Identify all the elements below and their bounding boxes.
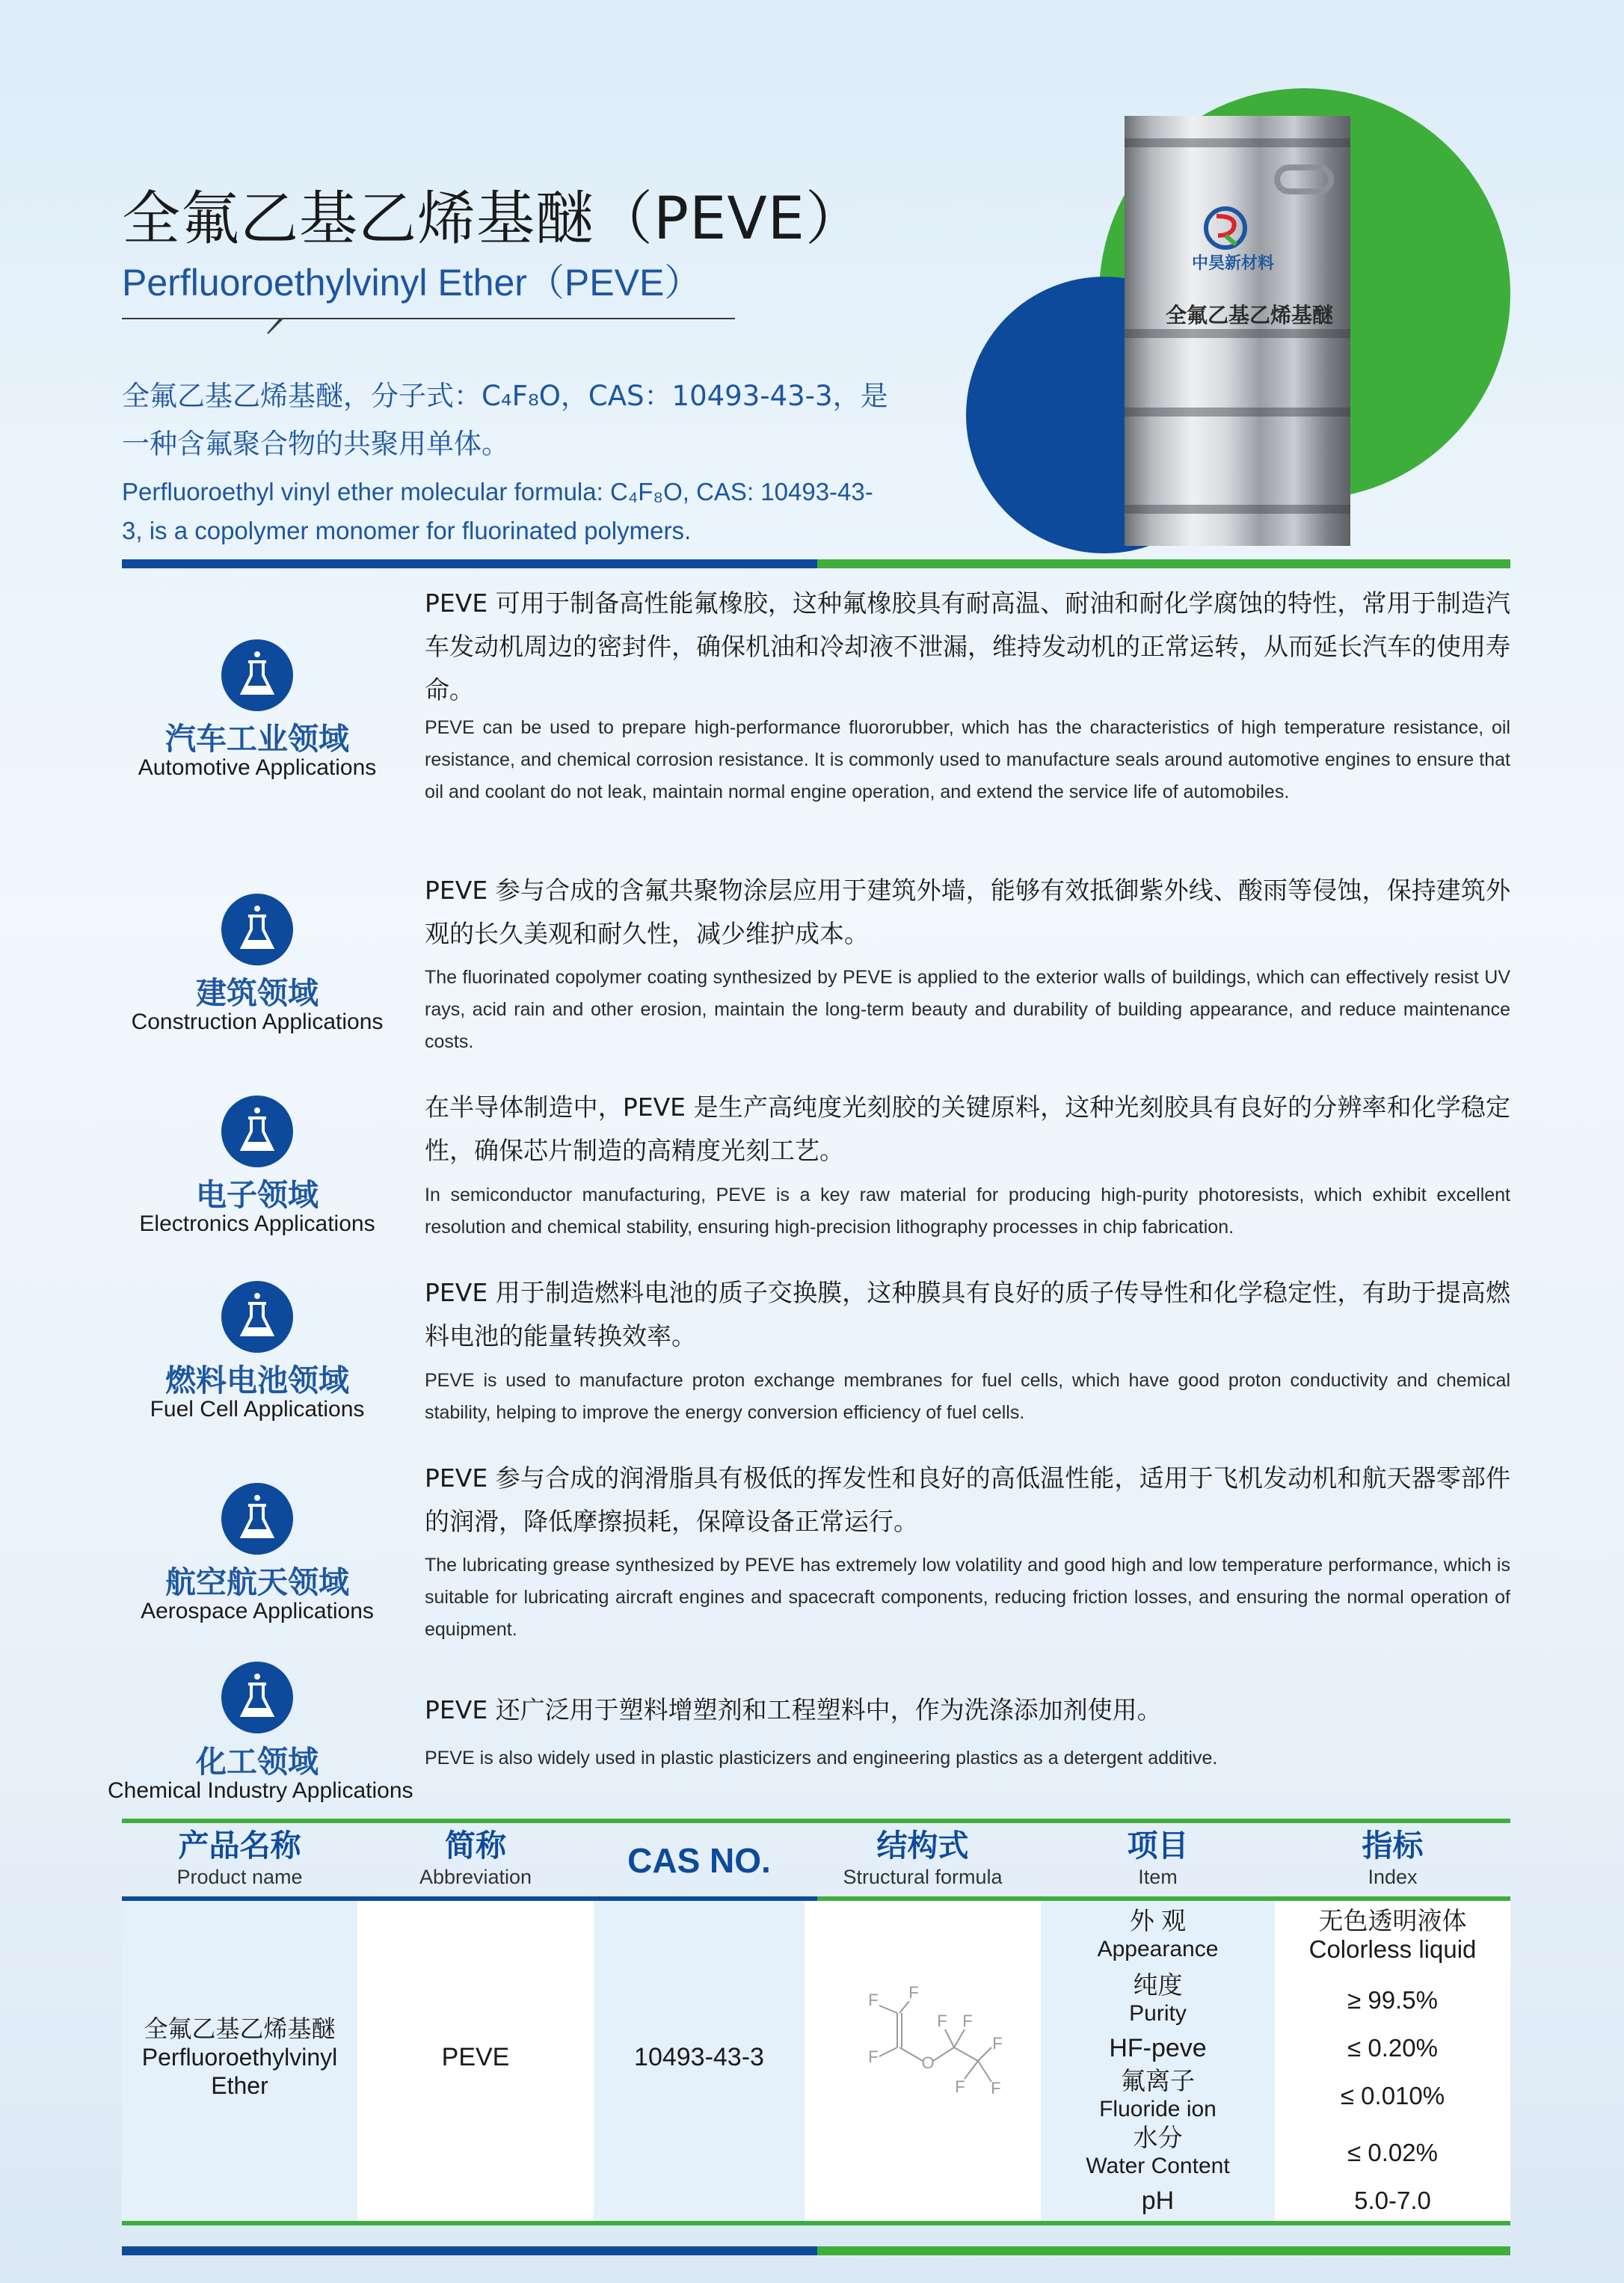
header-index: 指标 Index xyxy=(1362,1828,1424,1888)
divider-green xyxy=(817,559,1510,568)
formula-atom-f: F xyxy=(962,2012,973,2030)
table-bottom-rule xyxy=(122,2221,1510,2225)
application-description-en: The lubricating grease synthesized by PEVE has extremely low volatility and good high and low temperature performance, which is suitable for lubricating aircraft engines and spacecraft components, reducing friction losses, and ensuring the normal operation of equipment. xyxy=(425,1555,1510,1640)
page-title: 全氟乙基乙烯基醚（PEVE） xyxy=(122,185,864,253)
cas-cell: 10493-43-3 xyxy=(594,1901,805,2221)
application-title-cn: 航空航天领域 xyxy=(165,1564,349,1600)
formula-atom-f: F xyxy=(908,1983,919,2002)
header-abbreviation: 简称 Abbreviation xyxy=(419,1828,532,1888)
abbreviation-cell: PEVE xyxy=(357,1901,594,2221)
application-title-en: Aerospace Applications xyxy=(141,1599,374,1623)
application-description-cn: PEVE 参与合成的润滑脂具有极低的挥发性和良好的高低温性能，适用于飞机发动机和航天器零部件的润滑，降低摩擦损耗，保障设备正常运行。 xyxy=(425,1463,1510,1536)
flask-icon xyxy=(221,1281,293,1353)
flask-icon xyxy=(221,1483,293,1555)
application-description-en: PEVE can be used to prepare high-performance fluororubber, which has the characteristics of high temperature resistance, oil resistance, and chemical corrosion resistance. It is commonly used to manufacture seals around automotive engines to ensure that oil and coolant do not leak, maintain normal engine operation, and extend the service life of automobiles. xyxy=(425,717,1510,802)
structural-formula-cell xyxy=(805,1901,1041,2221)
application-description-en: PEVE is used to manufacture proton exchange membranes for fuel cells, which have good proton conductivity and chemical stability, helping to improve the energy conversion efficiency of fuel cells. xyxy=(425,1370,1510,1423)
header-cas-no: CAS NO. xyxy=(627,1841,771,1880)
application-title-cn: 电子领域 xyxy=(196,1177,319,1213)
item-appearance: 外 观 Appearance xyxy=(1097,1907,1219,1961)
header-product-name: 产品名称 Product name xyxy=(176,1828,303,1888)
index-fluoride-ion: ≤ 0.010% xyxy=(1340,2082,1445,2110)
item-purity: 纯度 Purity xyxy=(1129,1971,1187,2026)
formula-atom-f: F xyxy=(992,2034,1003,2053)
application-description-cn: PEVE 参与合成的含氟共聚物涂层应用于建筑外墙，能够有效抵御紫外线、酸雨等侵蚀，保持建筑外观的长久美观和耐久性，减少维护成本。 xyxy=(425,876,1510,948)
item-ph: pH xyxy=(1141,2187,1175,2215)
application-description-cn: PEVE 可用于制备高性能氟橡胶，这种氟橡胶具有耐高温、耐油和耐化学腐蚀的特性，常用于制造汽车发动机周边的密封件，确保机油和冷却液不泄漏，维持发动机的正常运转，从而延长汽车的使用寿命。 xyxy=(425,589,1510,704)
application-title-cn: 化工领域 xyxy=(196,1744,319,1780)
drum-logo-text: 中昊新材料 xyxy=(1192,254,1275,273)
company-logo-icon xyxy=(1203,206,1248,251)
item-water-content: 水分 Water Content xyxy=(1086,2124,1230,2178)
index-appearance: 无色透明液体 Colorless liquid xyxy=(1308,1907,1477,1963)
application-description-cn: PEVE 还广泛用于塑料增塑剂和工程塑料中，作为洗涤添加剂使用。 xyxy=(425,1695,1162,1724)
flask-icon xyxy=(221,1096,293,1167)
application-title-en: Fuel Cell Applications xyxy=(150,1397,365,1422)
divider-blue xyxy=(122,559,817,568)
application-description-en: The fluorinated copolymer coating synthesized by PEVE is applied to the exterior walls of buildings, which can effectively resist UV rays, acid rain and other erosion, maintain the long-term beauty and durability of building appearance, and reduce maintenance costs. xyxy=(425,967,1510,1052)
index-water-content: ≤ 0.02% xyxy=(1347,2139,1438,2166)
application-description-en: In semiconductor manufacturing, PEVE is a key raw material for producing high-purity photoresists, which exhibit excellent resolution and chemical stability, ensuring high-precision lithography processes in chip fabrication. xyxy=(425,1184,1510,1238)
application-description-cn: 在半导体制造中，PEVE 是生产高纯度光刻胶的关键原料，这种光刻胶具有良好的分辨率和化学稳定性，确保芯片制造的高精度光刻工艺。 xyxy=(425,1093,1510,1165)
header-item: 项目 Item xyxy=(1127,1828,1189,1888)
footer-bar-blue xyxy=(122,2246,817,2255)
application-title-en: Chemical Industry Applications xyxy=(108,1778,413,1803)
title-divider xyxy=(122,307,735,337)
application-title-cn: 建筑领域 xyxy=(196,975,319,1011)
page-subtitle: Perfluoroethylvinyl Ether（PEVE） xyxy=(122,262,702,304)
index-hf-peve: ≤ 0.20% xyxy=(1347,2034,1438,2062)
product-name-cell: 全氟乙基乙烯基醚 Perfluoroethylvinyl Ether xyxy=(122,1901,357,2221)
intro-cn: 全氟乙基乙烯基醚，分子式：C₄F₈O，CAS：10493-43-3，是 一种含氟聚合物的共聚用单体。 xyxy=(122,380,888,460)
application-title-en: Automotive Applications xyxy=(138,755,377,780)
flask-icon xyxy=(221,639,293,711)
intro-en: Perfluoroethyl vinyl ether molecular formula: C₄F₈O, CAS: 10493-43- 3, is a copolymer monomer for fluorinated polymers. xyxy=(122,478,873,544)
application-description-en: PEVE is also widely used in plastic plasticizers and engineering plastics as a detergent additive. xyxy=(425,1748,1218,1769)
formula-atom-f: F xyxy=(955,2077,965,2096)
formula-atom-f: F xyxy=(868,2047,879,2066)
flask-icon xyxy=(221,894,293,965)
application-title-cn: 汽车工业领域 xyxy=(165,721,349,757)
flask-icon xyxy=(221,1662,293,1733)
formula-atom-o: O xyxy=(921,2053,935,2072)
drum-label: 全氟乙基乙烯基醚 xyxy=(1166,303,1334,328)
header-structural-formula: 结构式 Structural formula xyxy=(843,1828,1003,1888)
table-top-rule xyxy=(122,1819,1510,1823)
index-ph: 5.0-7.0 xyxy=(1354,2187,1431,2214)
application-title-en: Construction Applications xyxy=(131,1010,384,1034)
item-hf-peve: HF-peve xyxy=(1109,2034,1207,2062)
product-drum-image xyxy=(1125,116,1350,546)
formula-atom-f: F xyxy=(937,2012,947,2030)
item-fluoride-ion: 氟离子 Fluoride ion xyxy=(1099,2067,1217,2121)
index-purity: ≥ 99.5% xyxy=(1347,1986,1438,2014)
footer-bar-green xyxy=(817,2246,1510,2255)
formula-atom-f: F xyxy=(868,1991,879,2009)
structural-formula-diagram xyxy=(805,1901,1041,2221)
application-description-cn: PEVE 用于制造燃料电池的质子交换膜，这种膜具有良好的质子传导性和化学稳定性，有助于提高燃料电池的能量转换效率。 xyxy=(425,1278,1510,1351)
application-title-cn: 燃料电池领域 xyxy=(165,1362,349,1398)
formula-atom-f: F xyxy=(991,2079,1001,2098)
application-title-en: Electronics Applications xyxy=(139,1211,375,1236)
